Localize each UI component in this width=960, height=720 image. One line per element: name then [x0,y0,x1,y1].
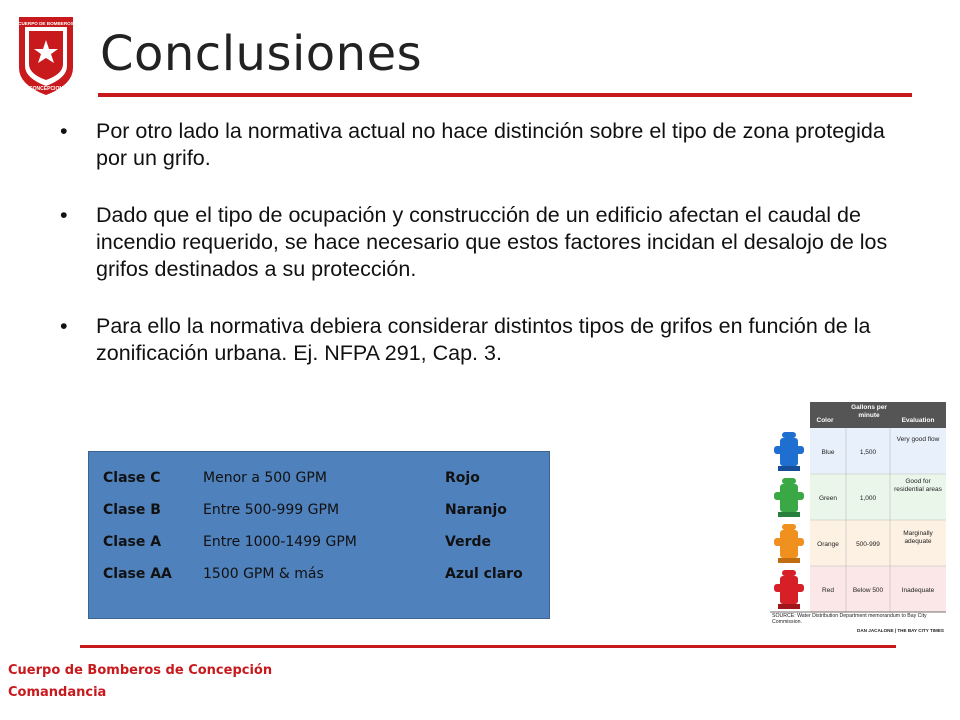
header-color: Color [816,417,834,424]
hydrant-class-box [88,451,550,619]
bullet-item [60,118,910,172]
row-gpm: Below 500 [852,587,884,594]
color-cell: Verde [445,534,491,550]
table-row [103,502,545,534]
row-color: Blue [821,449,835,456]
class-cell: Clase C [103,470,161,486]
svg-text:CUERPO DE BOMBEROS: CUERPO DE BOMBEROS [18,21,74,26]
row-color: Green [818,495,838,502]
chart-source: SOURCE: Water Distribution Department memorandum to Bay City Commission. [772,613,927,625]
table-row [103,534,545,566]
chart-credit: DAN JACALONE | THE BAY CITY TIMES [857,628,944,633]
flow-cell: Entre 1000-1499 GPM [203,534,357,550]
bullet-text: Por otro lado la normativa actual no hace distinción sobre el tipo de zona protegida por un grifo. [96,119,885,170]
svg-text:CONCEPCION: CONCEPCION [29,86,63,92]
slide-title: Conclusiones [100,26,423,82]
header-evaluation: Evaluation [901,417,935,424]
hydrant-class-table [103,470,545,598]
color-cell: Azul claro [445,566,523,582]
row-evaluation: Marginally adequate [903,530,933,545]
title-divider [98,93,912,97]
table-row [103,470,545,502]
flow-cell: Menor a 500 GPM [203,470,327,486]
footer-department: Comandancia [8,685,107,700]
flow-cell: Entre 500-999 GPM [203,502,340,518]
fire-department-logo [16,14,76,96]
row-gpm: 1,000 [859,495,877,502]
bullet-text: Dado que el tipo de ocupación y construcción de un edificio afectan el caudal de incendio requerido, se hace necesario que estos factores incidan el desalojo de los grifos destinados a su protección. [96,203,888,281]
class-cell: Clase AA [103,566,172,582]
bullet-marker: • [60,119,68,143]
table-row [103,566,545,598]
class-cell: Clase A [103,534,162,550]
row-evaluation: Good for residential areas [894,478,942,493]
bullet-item [60,202,910,283]
footer [8,660,272,704]
footer-divider [80,645,896,648]
bullet-list [60,118,910,397]
row-color: Red [822,587,834,594]
bullet-marker: • [60,203,68,227]
hydrant-color-chart [770,402,946,634]
row-color: Orange [817,541,839,548]
row-gpm: 1,500 [859,449,877,456]
color-cell: Rojo [445,470,480,486]
footer-organization: Cuerpo de Bomberos de Concepción [8,663,273,678]
row-evaluation: Very good flow [896,436,940,443]
header-gallons: Gallons per minute [851,404,887,419]
bullet-text: Para ello la normativa debiera considerar distintos tipos de grifos en función de la zonificación urbana. Ej. NFPA 291, Cap. 3. [96,314,871,365]
bullet-marker: • [60,314,68,338]
row-evaluation: Inadequate [901,587,935,594]
row-gpm: 500-999 [856,541,880,548]
class-cell: Clase B [103,502,161,518]
bullet-item [60,313,910,367]
color-cell: Naranjo [445,502,507,518]
flow-cell: 1500 GPM & más [203,566,324,582]
